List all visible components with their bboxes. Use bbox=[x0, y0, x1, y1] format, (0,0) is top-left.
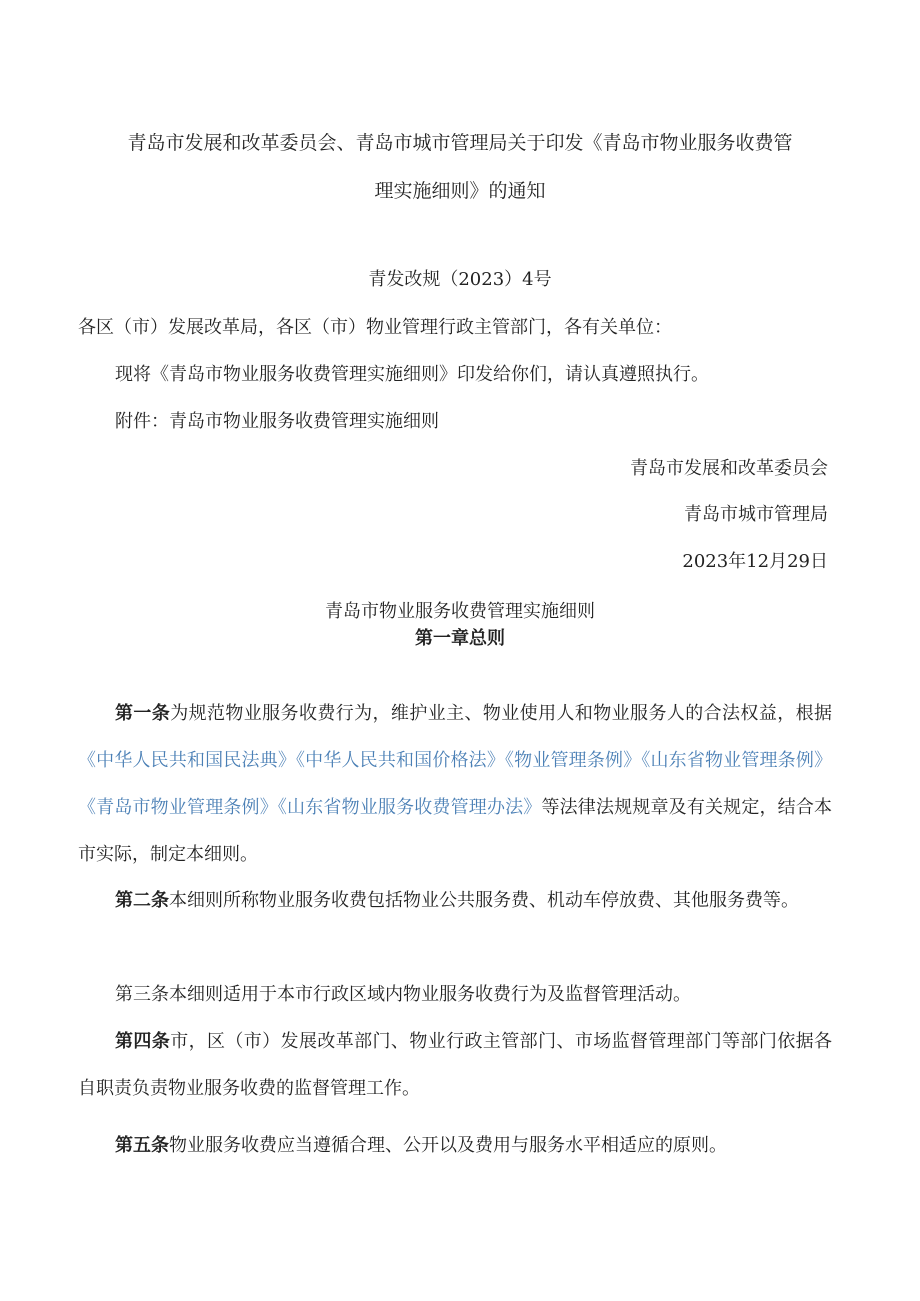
article-5-text: 物业服务收费应当遵循合理、公开以及费用与服务水平相适应的原则。 bbox=[169, 1135, 727, 1156]
law-link-property-regulation[interactable]: 《物业管理条例》 bbox=[505, 750, 642, 771]
issuer-urban-management: 青岛市城市管理局 bbox=[684, 504, 828, 525]
article-2-label: 第二条 bbox=[115, 890, 169, 911]
chapter-heading: 第一章总则 bbox=[415, 628, 505, 649]
article-4 bbox=[78, 1018, 832, 1112]
article-3: 第三条本细则适用于本市行政区域内物业服务收费行为及监督管理活动。 bbox=[115, 984, 691, 1005]
document-number: 青发改规（2023）4号 bbox=[368, 269, 552, 290]
rules-title: 青岛市物业服务收费管理实施细则 bbox=[325, 601, 595, 622]
article-5-label: 第五条 bbox=[115, 1135, 169, 1156]
issuer-ndrc: 青岛市发展和改革委员会 bbox=[630, 458, 828, 479]
article-1-text-end: 等法律法规规章及有关规定，结合本市实际，制定本细则。 bbox=[78, 797, 833, 865]
article-4-text: 市，区（市）发展改革部门、物业行政主管部门、市场监督管理部门等部门依据各自职责负责物业服务收费的监督管理工作。 bbox=[78, 1031, 832, 1099]
article-4-label: 第四条 bbox=[115, 1031, 171, 1052]
attachment-line: 附件：青岛市物业服务收费管理实施细则 bbox=[115, 411, 439, 432]
article-1-text: 为规范物业服务收费行为，维护业主、物业使用人和物业服务人的合法权益，根据 bbox=[170, 703, 832, 724]
article-2 bbox=[78, 877, 832, 924]
article-1-label: 第一条 bbox=[115, 703, 171, 724]
law-link-qingdao-property-regulation[interactable]: 《青岛市物业管理条例》 bbox=[78, 797, 278, 818]
law-link-civil-code[interactable]: 《中华人民共和国民法典》 bbox=[78, 750, 296, 771]
article-1 bbox=[78, 690, 832, 878]
law-link-shandong-property-regulation[interactable]: 《山东省物业管理条例》 bbox=[641, 750, 833, 771]
issue-date: 2023年12月29日 bbox=[682, 551, 828, 572]
addressee: 各区（市）发展改革局，各区（市）物业管理行政主管部门，各有关单位： bbox=[78, 317, 672, 338]
law-link-shandong-fee-measures[interactable]: 《山东省物业服务收费管理办法》 bbox=[277, 797, 542, 818]
notice-title-line1: 青岛市发展和改革委员会、青岛市城市管理局关于印发《青岛市物业服务收费管 bbox=[127, 132, 793, 154]
article-5 bbox=[78, 1122, 832, 1169]
article-2-text: 本细则所称物业服务收费包括物业公共服务费、机动车停放费、其他服务费等。 bbox=[169, 890, 799, 911]
notice-body: 现将《青岛市物业服务收费管理实施细则》印发给你们，请认真遵照执行。 bbox=[115, 364, 709, 385]
law-link-price-law[interactable]: 《中华人民共和国价格法》 bbox=[296, 750, 505, 771]
notice-title-line2: 理实施细则》的通知 bbox=[374, 180, 546, 202]
